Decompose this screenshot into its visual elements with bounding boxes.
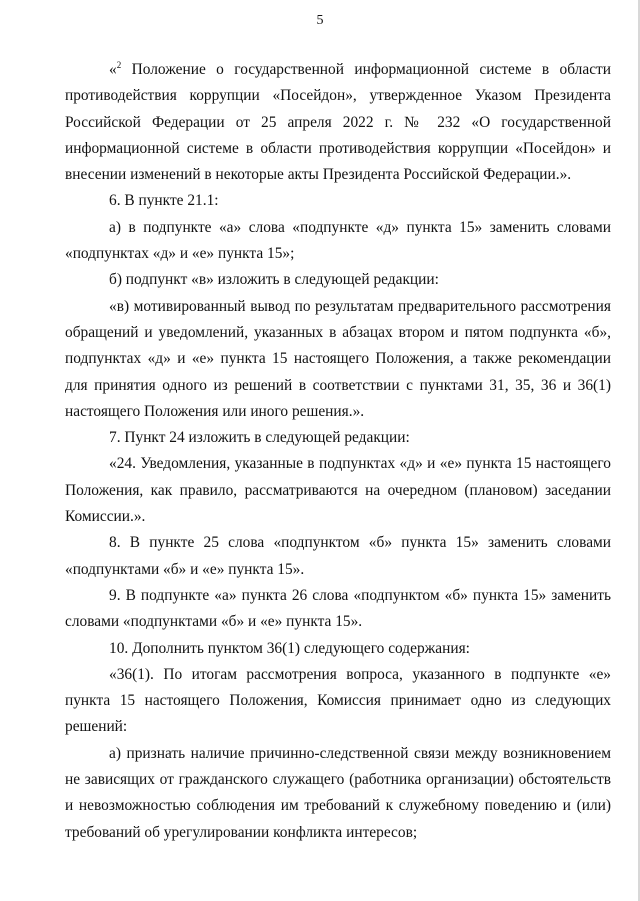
paragraph-item-10: 10. Дополнить пунктом 36(1) следующего содержания:	[109, 639, 470, 657]
paragraph-item-8: 8. В пункте 25 слова «подпунктом «б» пункта 15» заменить словами «подпунктами «б» и «е» пункта 15».	[65, 534, 611, 578]
paragraph-item-6: 6. В пункте 21.1:	[109, 192, 219, 210]
paragraph-item-10-text: «36(1). По итогам рассмотрения вопроса, указанного в подпункте «е» пункта 15 настоящего Положения, Комиссия принимает одно из следующих решений:	[65, 665, 611, 736]
paragraph-item-6-b: б) подпункт «в» изложить в следующей редакции:	[109, 271, 439, 289]
footnote-marker: 2	[116, 60, 122, 70]
paragraph-item-7-text: «24. Уведомления, указанные в подпунктах «д» и «е» пункта 15 настоящего Положения, как правило, рассматриваются на очередном (плановом) заседании Комиссии.».	[65, 455, 611, 526]
paragraph-footnote-reference	[65, 57, 611, 188]
paragraph-item-6-b-text: «в) мотивированный вывод по результатам предварительного рассмотрения обращений и уведомлений, указанных в абзацах втором и пятом подпункта «б», подпунктах «д» и «е» пункта 15 настоящего Положения, а также рекомендации для принятия одного из решений в соответствии с пунктами 31, 35, 36 и 36(1) настоящего Положения или иного решения.».	[65, 297, 611, 420]
paragraph-footnote-open-quote: «	[109, 61, 117, 78]
page-number: 5	[316, 13, 324, 28]
paragraph-item-7: 7. Пункт 24 изложить в следующей редакции:	[109, 429, 410, 447]
paragraph-item-6-a: а) в подпункте «а» слова «подпункте «д» пункта 15» заменить словами «подпунктах «д» и «е» пункта 15»;	[65, 218, 611, 263]
paragraph-footnote-text: Положение о государственной информационной системе в области противодействия коррупции «Посейдон», утвержденное Указом Президента Российской Федерации от 25 апреля 2022 г. № 232 «О государственной информационной системе в области противодействия коррупции «Посейдон» и внесении изменений в некоторые акты Президента Российской Федерации.».	[65, 61, 611, 184]
document-body	[65, 57, 611, 846]
paragraph-item-9: 9. В подпункте «а» пункта 26 слова «подпунктом «б» пункта 15» заменить словами «подпунктами «б» и «е» пункта 15».	[65, 586, 611, 631]
paragraph-item-10-a: а) признать наличие причинно-следственной связи между возникновением не зависящих от гражданского служащего (работника организации) обстоятельств и невозможностью соблюдения им требований к служебному поведению и (или) требований об урегулировании конфликта интересов;	[65, 744, 611, 841]
